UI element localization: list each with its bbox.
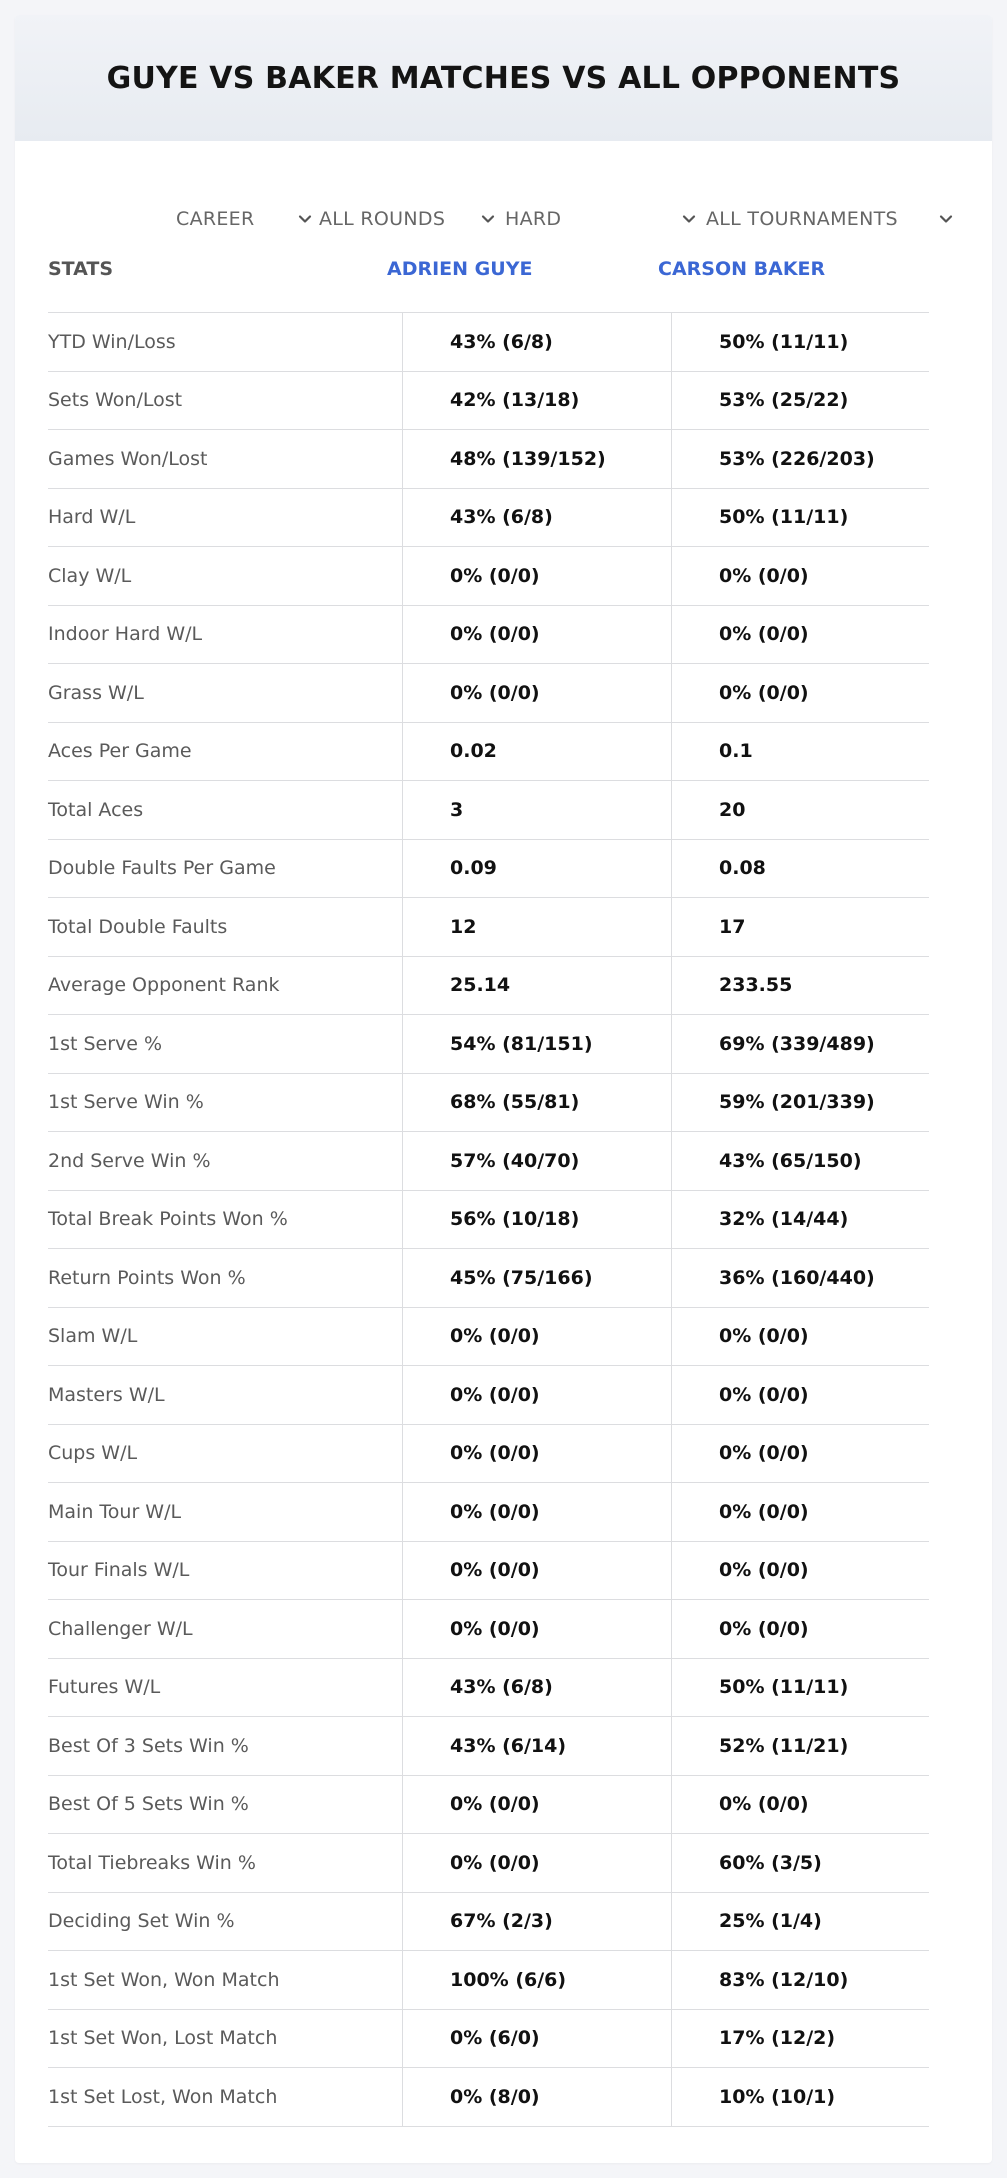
player1-value: 0% (0/0) bbox=[402, 547, 671, 605]
player1-value: 0.02 bbox=[402, 723, 671, 781]
table-row bbox=[48, 957, 929, 1016]
player2-value: 36% (160/440) bbox=[671, 1249, 929, 1307]
player1-value: 68% (55/81) bbox=[402, 1074, 671, 1132]
stat-name: Return Points Won % bbox=[48, 1266, 246, 1289]
stat-name: Best Of 5 Sets Win % bbox=[48, 1793, 249, 1816]
stat-name: Total Tiebreaks Win % bbox=[48, 1851, 256, 1874]
stat-name: 1st Set Won, Lost Match bbox=[48, 2027, 278, 2050]
player2-value: 0% (0/0) bbox=[671, 1425, 929, 1483]
stat-name: Total Break Points Won % bbox=[48, 1208, 288, 1231]
player1-value: 45% (75/166) bbox=[402, 1249, 671, 1307]
table-row bbox=[48, 840, 929, 899]
table-row bbox=[48, 372, 929, 431]
player1-value: 54% (81/151) bbox=[402, 1015, 671, 1073]
table-row bbox=[48, 489, 929, 548]
filter-surface-label: HARD bbox=[505, 208, 562, 230]
table-row bbox=[48, 1659, 929, 1718]
player2-value: 0% (0/0) bbox=[671, 547, 929, 605]
stat-name: Games Won/Lost bbox=[48, 447, 208, 470]
player1-value: 0% (0/0) bbox=[402, 1600, 671, 1658]
player1-value: 0% (0/0) bbox=[402, 1542, 671, 1600]
table-row bbox=[48, 2068, 929, 2127]
table-row bbox=[48, 313, 929, 372]
stat-name: Hard W/L bbox=[48, 506, 136, 529]
player1-value: 43% (6/8) bbox=[402, 313, 671, 371]
player2-value: 0% (0/0) bbox=[671, 1600, 929, 1658]
stat-name: Main Tour W/L bbox=[48, 1500, 182, 1523]
player1-value: 67% (2/3) bbox=[402, 1893, 671, 1951]
table-row bbox=[48, 1717, 929, 1776]
player2-link[interactable]: CARSON BAKER bbox=[658, 258, 826, 280]
stat-name: Best Of 3 Sets Win % bbox=[48, 1734, 249, 1757]
column-header-stats: STATS bbox=[48, 258, 114, 280]
player2-value: 0% (0/0) bbox=[671, 606, 929, 664]
chevron-down-icon bbox=[681, 211, 697, 227]
filter-tournament-label: ALL TOURNAMENTS bbox=[706, 208, 898, 230]
table-row bbox=[48, 1074, 929, 1133]
player2-value: 20 bbox=[671, 781, 929, 839]
table-row bbox=[48, 664, 929, 723]
player2-value: 17 bbox=[671, 898, 929, 956]
stat-name: Cups W/L bbox=[48, 1442, 138, 1465]
stat-name: Deciding Set Win % bbox=[48, 1910, 235, 1933]
player1-value: 0.09 bbox=[402, 840, 671, 898]
filter-period-label: CAREER bbox=[176, 208, 255, 230]
table-row bbox=[48, 1425, 929, 1484]
player1-value: 100% (6/6) bbox=[402, 1951, 671, 2009]
table-row bbox=[48, 1542, 929, 1601]
page-title: GUYE VS BAKER MATCHES VS ALL OPPONENTS bbox=[106, 60, 901, 96]
player2-value: 17% (12/2) bbox=[671, 2010, 929, 2068]
stat-name: Indoor Hard W/L bbox=[48, 623, 203, 646]
player1-value: 42% (13/18) bbox=[402, 372, 671, 430]
table-row bbox=[48, 1893, 929, 1952]
table-row bbox=[48, 723, 929, 782]
table-row bbox=[48, 1308, 929, 1367]
player2-value: 0.1 bbox=[671, 723, 929, 781]
table-row bbox=[48, 1249, 929, 1308]
stat-name: Aces Per Game bbox=[48, 740, 192, 763]
player1-value: 0% (8/0) bbox=[402, 2068, 671, 2126]
player2-value: 10% (10/1) bbox=[671, 2068, 929, 2126]
player2-value: 53% (25/22) bbox=[671, 372, 929, 430]
player2-value: 233.55 bbox=[671, 957, 929, 1015]
chevron-down-icon bbox=[938, 211, 954, 227]
player2-value: 0% (0/0) bbox=[671, 664, 929, 722]
stat-name: Total Double Faults bbox=[48, 915, 228, 938]
stat-name: 1st Serve % bbox=[48, 1032, 163, 1055]
stat-name: 2nd Serve Win % bbox=[48, 1149, 211, 1172]
filter-round-label: ALL ROUNDS bbox=[319, 208, 446, 230]
table-row bbox=[48, 1600, 929, 1659]
stat-name: YTD Win/Loss bbox=[48, 330, 176, 353]
table-row bbox=[48, 898, 929, 957]
stat-name: Masters W/L bbox=[48, 1383, 165, 1406]
player1-value: 0% (0/0) bbox=[402, 664, 671, 722]
player1-value: 43% (6/8) bbox=[402, 489, 671, 547]
stat-name: Slam W/L bbox=[48, 1325, 138, 1348]
player1-value: 12 bbox=[402, 898, 671, 956]
player2-value: 50% (11/11) bbox=[671, 313, 929, 371]
player1-value: 56% (10/18) bbox=[402, 1191, 671, 1249]
player1-value: 43% (6/8) bbox=[402, 1659, 671, 1717]
player2-value: 83% (12/10) bbox=[671, 1951, 929, 2009]
player2-value: 60% (3/5) bbox=[671, 1834, 929, 1892]
player2-value: 59% (201/339) bbox=[671, 1074, 929, 1132]
card-header bbox=[15, 15, 992, 141]
player2-value: 50% (11/11) bbox=[671, 1659, 929, 1717]
player1-value: 0% (0/0) bbox=[402, 1366, 671, 1424]
player2-value: 0.08 bbox=[671, 840, 929, 898]
table-body bbox=[48, 313, 929, 2127]
player1-value: 43% (6/14) bbox=[402, 1717, 671, 1775]
player1-value: 0% (0/0) bbox=[402, 1483, 671, 1541]
player1-value: 48% (139/152) bbox=[402, 430, 671, 488]
stat-name: 1st Serve Win % bbox=[48, 1091, 204, 1114]
table-row bbox=[48, 1483, 929, 1542]
table-row bbox=[48, 1776, 929, 1835]
table-row bbox=[48, 2010, 929, 2069]
player2-value: 50% (11/11) bbox=[671, 489, 929, 547]
player1-value: 3 bbox=[402, 781, 671, 839]
table-row bbox=[48, 547, 929, 606]
player2-value: 0% (0/0) bbox=[671, 1366, 929, 1424]
player2-value: 0% (0/0) bbox=[671, 1483, 929, 1541]
stat-name: 1st Set Lost, Won Match bbox=[48, 2085, 278, 2108]
player2-value: 0% (0/0) bbox=[671, 1308, 929, 1366]
stat-name: Sets Won/Lost bbox=[48, 389, 183, 412]
table-row bbox=[48, 1191, 929, 1250]
stat-name: Total Aces bbox=[48, 798, 144, 821]
player1-value: 0% (0/0) bbox=[402, 1834, 671, 1892]
stat-name: Grass W/L bbox=[48, 681, 144, 704]
player2-value: 52% (11/21) bbox=[671, 1717, 929, 1775]
stats-table bbox=[48, 236, 929, 2127]
stat-name: Tour Finals W/L bbox=[48, 1559, 190, 1582]
table-row bbox=[48, 1132, 929, 1191]
player2-value: 53% (226/203) bbox=[671, 430, 929, 488]
player2-value: 69% (339/489) bbox=[671, 1015, 929, 1073]
player1-value: 25.14 bbox=[402, 957, 671, 1015]
player1-value: 0% (0/0) bbox=[402, 1425, 671, 1483]
player1-value: 0% (0/0) bbox=[402, 1776, 671, 1834]
table-row bbox=[48, 430, 929, 489]
stat-name: Double Faults Per Game bbox=[48, 857, 276, 880]
player1-link[interactable]: ADRIEN GUYE bbox=[387, 258, 533, 280]
player1-value: 0% (0/0) bbox=[402, 1308, 671, 1366]
stat-name: Clay W/L bbox=[48, 564, 132, 587]
table-row bbox=[48, 1015, 929, 1074]
stat-name: Futures W/L bbox=[48, 1676, 161, 1699]
player2-value: 43% (65/150) bbox=[671, 1132, 929, 1190]
table-row bbox=[48, 1951, 929, 2010]
player1-value: 0% (0/0) bbox=[402, 606, 671, 664]
player1-value: 57% (40/70) bbox=[402, 1132, 671, 1190]
player2-value: 32% (14/44) bbox=[671, 1191, 929, 1249]
table-header-row bbox=[48, 236, 929, 313]
player2-value: 25% (1/4) bbox=[671, 1893, 929, 1951]
stat-name: Challenger W/L bbox=[48, 1617, 193, 1640]
table-row bbox=[48, 1834, 929, 1893]
player2-value: 0% (0/0) bbox=[671, 1542, 929, 1600]
table-row bbox=[48, 781, 929, 840]
table-row bbox=[48, 1366, 929, 1425]
chevron-down-icon bbox=[480, 211, 496, 227]
stat-name: 1st Set Won, Won Match bbox=[48, 1968, 280, 1991]
chevron-down-icon bbox=[297, 211, 313, 227]
player2-value: 0% (0/0) bbox=[671, 1776, 929, 1834]
player1-value: 0% (6/0) bbox=[402, 2010, 671, 2068]
stat-name: Average Opponent Rank bbox=[48, 974, 280, 997]
table-row bbox=[48, 606, 929, 665]
